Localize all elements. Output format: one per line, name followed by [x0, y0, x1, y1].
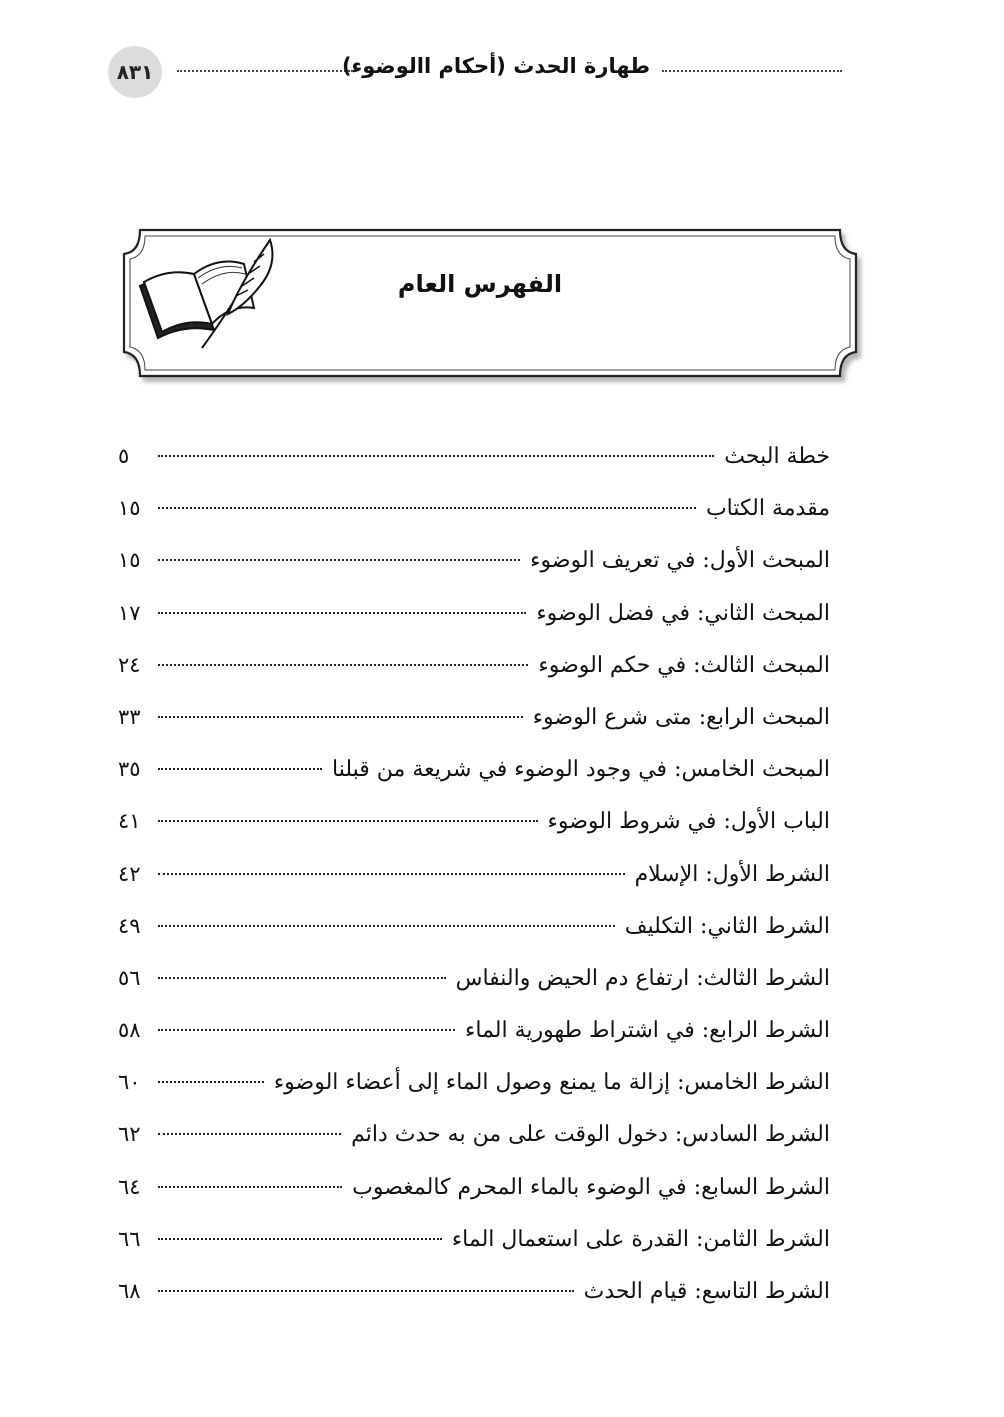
toc-entry [118, 952, 830, 1004]
toc-dot-leader [158, 507, 696, 509]
toc-entry-page: ٥٦ [118, 965, 141, 990]
toc-entry-page: ٦٠ [118, 1070, 141, 1095]
page-number: ٨٣١ [116, 60, 154, 84]
header-dot-leader-right [662, 70, 842, 72]
toc-entry-label: المبحث الثالث: في حكم الوضوء [538, 652, 830, 678]
toc-entry-page: ٦٦ [118, 1226, 141, 1251]
toc-entry-page: ١٧ [118, 600, 141, 625]
toc-entry-label: المبحث الثاني: في فضل الوضوء [536, 600, 830, 626]
toc-dot-leader [158, 1238, 442, 1240]
toc-entry [118, 1004, 830, 1056]
toc-dot-leader [158, 1133, 341, 1135]
page-number-badge [108, 46, 162, 98]
toc-entry-page: ٦٤ [118, 1174, 141, 1199]
toc-entry [118, 1108, 830, 1160]
toc-dot-leader [158, 768, 322, 770]
toc-dot-leader [158, 820, 538, 822]
toc-dot-leader [158, 1081, 264, 1083]
toc-dot-leader [158, 559, 520, 561]
toc-entry-label: الشرط السادس: دخول الوقت على من به حدث دائم [351, 1122, 830, 1148]
toc-entry-label: الشرط الثالث: ارتفاع دم الحيض والنفاس [455, 965, 830, 991]
toc-entry [118, 430, 830, 482]
toc-entry-label: المبحث الخامس: في وجود الوضوء في شريعة من قبلنا [332, 757, 830, 783]
toc-entry-page: ٥٨ [118, 1018, 141, 1043]
toc-entry-page: ٦٢ [118, 1122, 141, 1147]
toc-entry [118, 743, 830, 795]
index-title: الفهرس العام [397, 270, 563, 298]
toc-entry-page: ١٥ [118, 496, 141, 521]
running-header-title: طهارة الحدث (أحكام االوضوء) [341, 54, 650, 78]
toc-dot-leader [158, 1186, 342, 1188]
toc-entry [118, 900, 830, 952]
toc-dot-leader [158, 664, 528, 666]
toc-entry-label: المبحث الأول: في تعريف الوضوء [530, 548, 830, 574]
toc-entry-label: الشرط الأول: الإسلام [634, 861, 830, 887]
toc-entry [118, 482, 830, 534]
toc-dot-leader [158, 716, 523, 718]
table-of-contents [118, 430, 830, 1317]
toc-entry [118, 795, 830, 847]
toc-entry [118, 1161, 830, 1213]
toc-entry-label: الشرط السابع: في الوضوء بالماء المحرم كالمغصوب [352, 1174, 830, 1200]
toc-entry [118, 848, 830, 900]
toc-dot-leader [158, 612, 526, 614]
toc-entry-label: الشرط التاسع: قيام الحدث [583, 1279, 830, 1304]
toc-entry [118, 1265, 830, 1317]
toc-entry-label: مقدمة الكتاب [705, 496, 830, 522]
toc-entry-label: الشرط الرابع: في اشتراط طهورية الماء [465, 1018, 830, 1044]
toc-entry [118, 639, 830, 691]
toc-entry-label: المبحث الرابع: متى شرع الوضوء [532, 704, 830, 730]
toc-dot-leader [158, 977, 446, 979]
toc-entry-page: ٣٣ [118, 704, 141, 729]
toc-entry-label: الشرط الثامن: القدرة على استعمال الماء [451, 1226, 830, 1252]
toc-entry-page: ٦٨ [118, 1279, 141, 1303]
toc-entry [118, 1213, 830, 1265]
toc-entry [118, 534, 830, 586]
toc-entry-label: خطة البحث [724, 444, 830, 469]
toc-dot-leader [158, 1290, 574, 1292]
toc-entry-page: ١٥ [118, 548, 141, 573]
book-and-quill-icon [132, 234, 282, 354]
toc-entry-page: ٤٢ [118, 861, 141, 886]
toc-entry [118, 1056, 830, 1108]
header-dot-leader-left [177, 70, 353, 72]
toc-entry [118, 587, 830, 639]
toc-entry-label: الشرط الثاني: التكليف [624, 913, 830, 939]
toc-entry [118, 691, 830, 743]
toc-entry-label: الشرط الخامس: إزالة ما يمنع وصول الماء إلى أعضاء الوضوء [273, 1070, 830, 1096]
toc-entry-page: ٤١ [118, 809, 141, 834]
toc-dot-leader [158, 1029, 455, 1031]
toc-entry-page: ٣٥ [118, 757, 141, 782]
toc-entry-page: ٤٩ [118, 913, 141, 938]
toc-dot-leader [158, 925, 615, 927]
toc-dot-leader [158, 873, 625, 875]
toc-entry-page: ٢٤ [118, 652, 141, 677]
toc-entry-page: ٥ [118, 444, 130, 468]
toc-entry-label: الباب الأول: في شروط الوضوء [547, 809, 830, 835]
toc-dot-leader [158, 455, 714, 457]
